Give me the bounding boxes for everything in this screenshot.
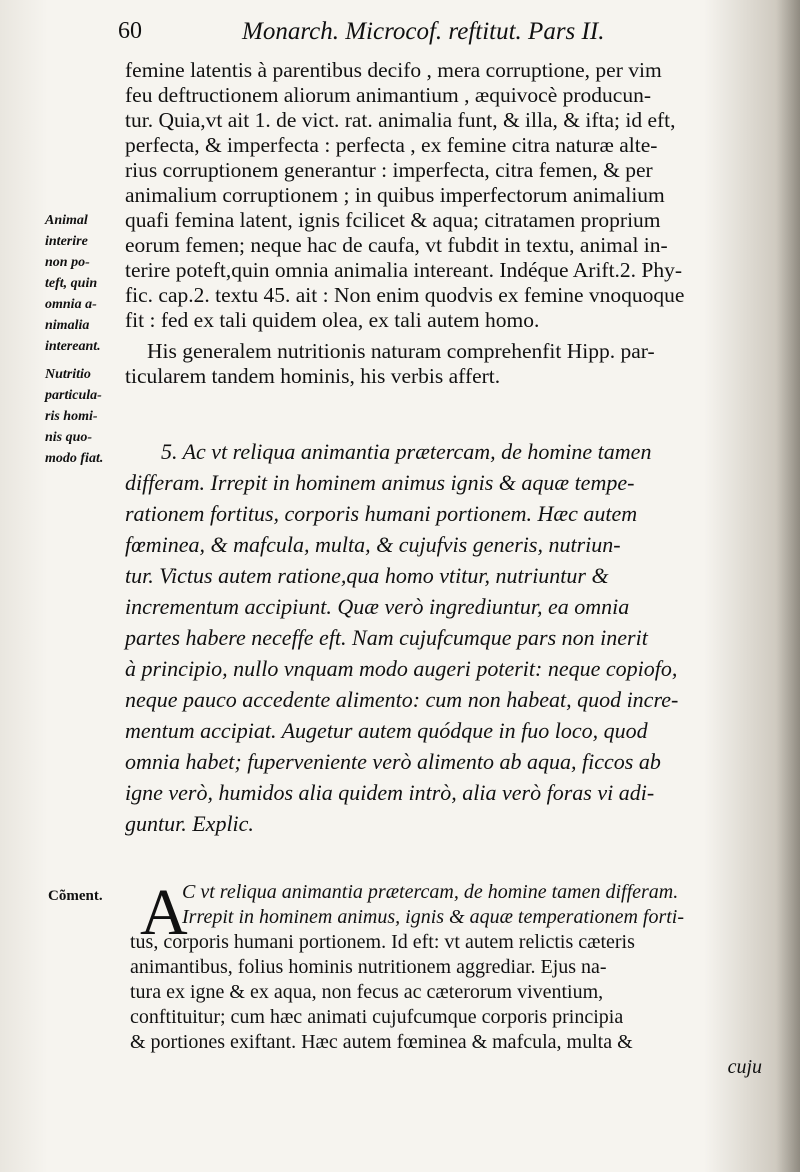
comment-label: Cõment. xyxy=(48,888,103,904)
text-line: terire poteft,quin omnia animalia intereant. Indéque Arift.2. Phy- xyxy=(125,258,683,282)
quote-line: guntur. Explic. xyxy=(125,811,254,836)
comment-line: tus, corporis humani portionem. Id eft: vt autem relictis cæteris xyxy=(130,931,635,953)
text-line: quafi femina latent, ignis fcilicet & aqua; citratamen proprium xyxy=(125,208,661,232)
margin-note-nutritio xyxy=(45,364,125,469)
comment-line: animantibus, folius hominis nutritionem aggrediar. Ejus na- xyxy=(130,956,607,978)
quote-line: rationem fortitus, corporis humani portionem. Hæc autem xyxy=(125,501,638,526)
text-line: animalium corruptionem ; in quibus imperfectorum animalium xyxy=(125,183,665,207)
quote-line: fœminea, & mafcula, multa, & cujufvis generis, nutriun- xyxy=(125,532,621,557)
margin-line: Animal xyxy=(45,213,88,228)
quote-line: neque pauco accedente alimento: cum non habeat, quod incre- xyxy=(125,687,679,712)
text-line: fit : fed ex tali quidem olea, ex tali autem homo. xyxy=(125,308,540,332)
margin-note-animal xyxy=(45,210,125,357)
catchword: cuju xyxy=(727,1056,762,1078)
comment-line: & portiones exiftant. Hæc autem fœminea & mafcula, multa & xyxy=(130,1031,633,1053)
text-line: His generalem nutritionis naturam comprehenfit Hipp. par- xyxy=(147,339,655,363)
page-number: 60 xyxy=(118,18,142,44)
margin-line: non po- xyxy=(45,255,90,270)
margin-line: nimalia xyxy=(45,318,90,333)
margin-line: intereant. xyxy=(45,339,101,354)
hippocrates-quote xyxy=(125,436,765,839)
page-header xyxy=(118,16,678,56)
text-line: fic. cap.2. textu 45. ait : Non enim quodvis ex femine vnoquoque xyxy=(125,283,685,307)
quote-line: tur. Victus autem ratione,qua homo vtitur, nutriuntur & xyxy=(125,563,609,588)
text-line: feu deftructionem aliorum animantium , æquivocè producun- xyxy=(125,83,652,107)
margin-line: teft, quin xyxy=(45,276,98,291)
text-line: rius corruptionem generantur : imperfecta, citra femen, & per xyxy=(125,158,653,182)
quote-line: mentum accipiat. Augetur autem quódque in fuo loco, quod xyxy=(125,718,648,743)
quote-line: 5. Ac vt reliqua animantia prætercam, de homine tamen xyxy=(161,439,652,464)
text-line: ticularem tandem hominis, his verbis affert. xyxy=(125,364,501,388)
quote-line: differam. Irrepit in hominem animus ignis & aquæ tempe- xyxy=(125,470,635,495)
margin-line: omnia a- xyxy=(45,297,97,312)
text-line: tur. Quia,vt ait 1. de vict. rat. animalia funt, & illa, & ifta; id eft, xyxy=(125,108,676,132)
comment-line: C vt reliqua animantia prætercam, de homine tamen differam. xyxy=(182,881,679,903)
commentary-block xyxy=(130,876,770,1080)
margin-line: particula- xyxy=(45,388,102,403)
drop-cap: A xyxy=(140,876,188,949)
margin-line: Nutritio xyxy=(45,367,91,382)
quote-line: à principio, nullo vnquam modo augeri poterit: neque copiofo, xyxy=(125,656,678,681)
comment-line: Irrepit in hominem animus, ignis & aquæ temperationem forti- xyxy=(182,906,685,928)
margin-line: modo fiat. xyxy=(45,451,104,466)
main-text-block xyxy=(125,58,765,389)
text-line: femine latentis à parentibus decifo , mera corruptione, per vim xyxy=(125,58,662,82)
comment-line: conftituitur; cum hæc animati cujufcumque corporis principia xyxy=(130,1006,624,1028)
quote-line: igne verò, humidos alia quidem intrò, alia verò foras vi adi- xyxy=(125,780,655,805)
running-title: Monarch. Microcof. reftitut. Pars II. xyxy=(242,18,605,45)
margin-line: ris homi- xyxy=(45,409,98,424)
quote-line: omnia habet; fuperveniente verò alimento ab aqua, ficcos ab xyxy=(125,749,661,774)
text-line: eorum femen; neque hac de caufa, vt fubdit in textu, animal in- xyxy=(125,233,668,257)
margin-line: nis quo- xyxy=(45,430,93,445)
quote-line: partes habere neceffe eft. Nam cujufcumque pars non inerit xyxy=(125,625,648,650)
quote-line: incrementum accipiunt. Quæ verò ingrediuntur, ea omnia xyxy=(125,594,630,619)
text-line: perfecta, & imperfecta : perfecta , ex femine citra naturæ alte- xyxy=(125,133,658,157)
comment-line: tura ex igne & ex aqua, non fecus ac cæterorum viventium, xyxy=(130,981,604,1003)
margin-line: interire xyxy=(45,234,88,249)
